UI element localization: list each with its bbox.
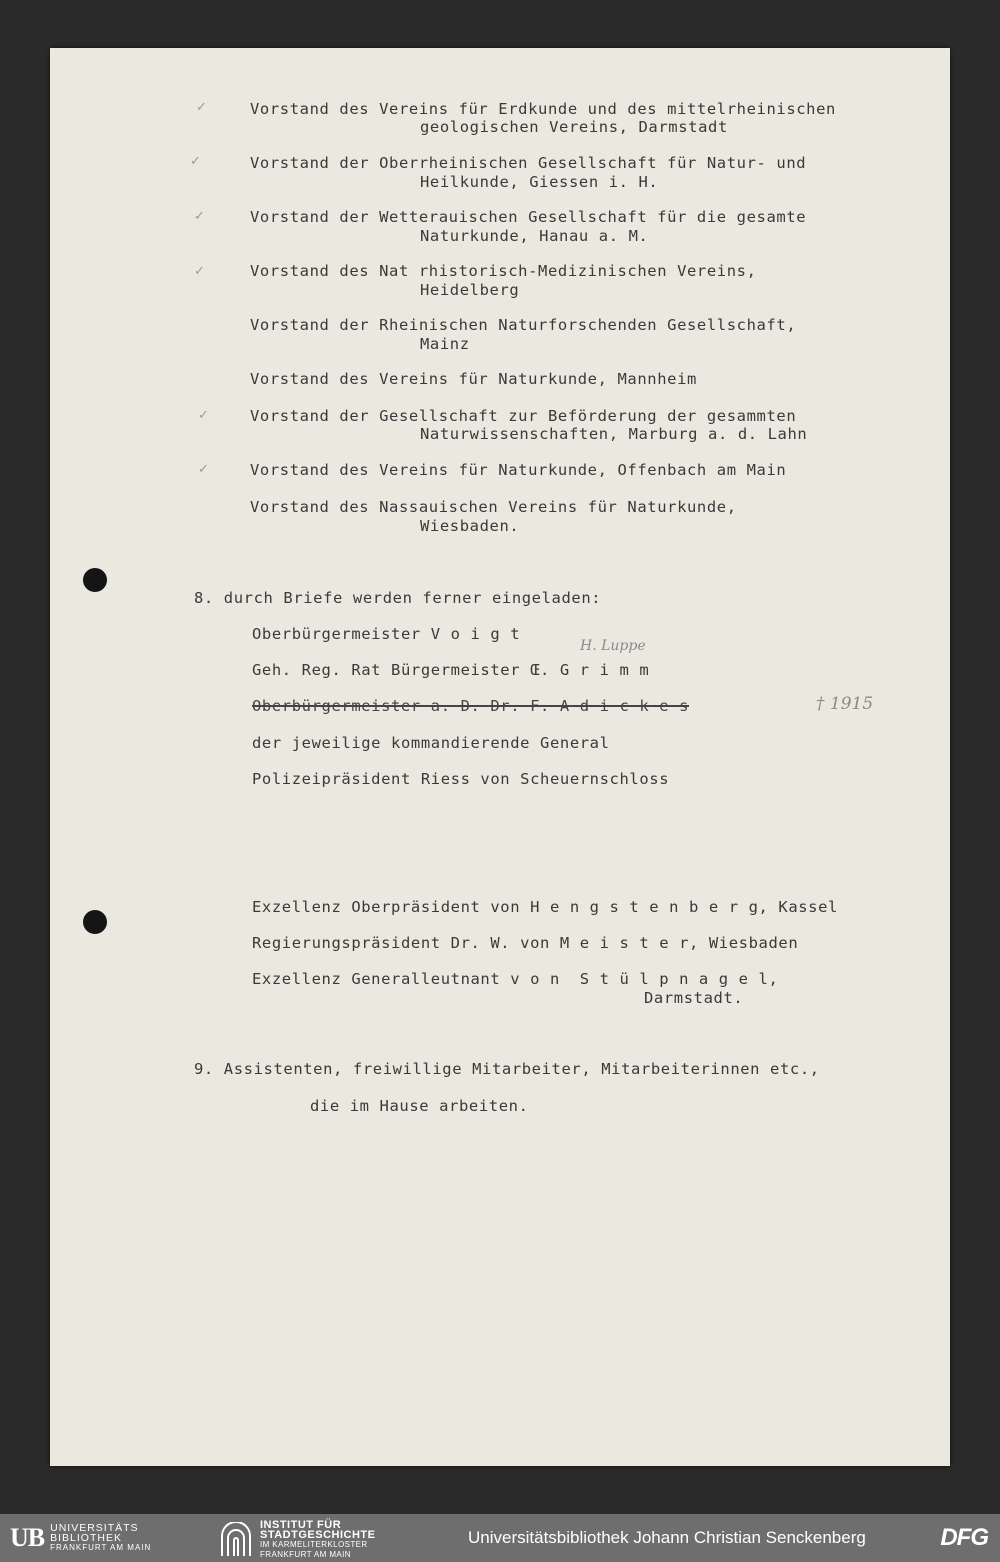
- ifs-line: IM KARMELITERKLOSTER: [260, 1540, 368, 1549]
- entry-line: Heilkunde, Giessen i. H.: [420, 173, 659, 191]
- footer-bar: [0, 1514, 1000, 1562]
- checkmark-icon: ✓: [194, 209, 205, 224]
- punch-hole-top: [83, 568, 107, 592]
- invitee-line: Exzellenz Generalleutnant v o n S t ü l p n a g e l,: [252, 970, 779, 988]
- entry-line: Wiesbaden.: [420, 517, 520, 535]
- invitee-line-struck: Oberbürgermeister a. D. Dr. F. A d i c k e s: [252, 697, 689, 715]
- handwritten-annotation: † 1915: [816, 694, 874, 714]
- entry-line: Naturwissenschaften, Marburg a. d. Lahn: [420, 425, 808, 443]
- ub-mark: UB: [10, 1523, 45, 1552]
- checkmark-icon: ✓: [196, 100, 207, 115]
- ub-line: FRANKFURT AM MAIN: [50, 1543, 152, 1552]
- ifs-logo-text: [260, 1520, 375, 1560]
- document-page: [50, 48, 950, 1466]
- entry-line: Vorstand des Nassauischen Vereins für Naturkunde,: [250, 498, 737, 516]
- entry-line: Naturkunde, Hanau a. M.: [420, 227, 649, 245]
- checkmark-icon: ✓: [190, 154, 201, 169]
- checkmark-icon: ✓: [194, 264, 205, 279]
- arch-icon: [218, 1522, 254, 1558]
- checkmark-icon: ✓: [198, 462, 209, 477]
- entry-line: Vorstand des Nat rhistorisch-Medizinischen Vereins,: [250, 262, 757, 280]
- checkmark-icon: ✓: [198, 408, 209, 423]
- invitee-line: Polizeipräsident Riess von Scheuernschloss: [252, 770, 670, 788]
- library-title: Universitätsbibliothek Johann Christian Senckenberg: [468, 1528, 866, 1547]
- section-heading: 9. Assistenten, freiwillige Mitarbeiter, Mitarbeiterinnen etc.,: [194, 1060, 820, 1078]
- punch-hole-bottom: [83, 910, 107, 934]
- entry-line: Vorstand des Vereins für Naturkunde, Mannheim: [250, 370, 697, 388]
- entry-line: Vorstand des Vereins für Naturkunde, Offenbach am Main: [250, 461, 787, 479]
- entry-line: Vorstand der Rheinischen Naturforschenden Gesellschaft,: [250, 316, 797, 334]
- entry-line: Vorstand des Vereins für Erdkunde und des mittelrheinischen: [250, 100, 836, 118]
- entry-line: Heidelberg: [420, 281, 520, 299]
- entry-line: geologischen Vereins, Darmstadt: [420, 118, 728, 136]
- ub-logo: [10, 1523, 151, 1553]
- ifs-line: INSTITUT FÜR: [260, 1519, 342, 1531]
- invitee-line: Oberbürgermeister V o i g t: [252, 625, 521, 643]
- ifs-line: FRANKFURT AM MAIN: [260, 1550, 351, 1559]
- invitee-line: Geh. Reg. Rat Bürgermeister Œ. G r i m m: [252, 661, 650, 679]
- entry-line: Mainz: [420, 335, 470, 353]
- entry-line: Vorstand der Gesellschaft zur Beförderung der gesammten: [250, 407, 797, 425]
- section-line: die im Hause arbeiten.: [310, 1097, 529, 1115]
- dfg-logo: DFG: [940, 1524, 988, 1551]
- ifs-logo: [218, 1520, 375, 1560]
- ub-line: BIBLIOTHEK: [50, 1532, 122, 1544]
- ub-logo-text: [50, 1523, 151, 1553]
- invitee-line: Regierungspräsident Dr. W. von M e i s t e r, Wiesbaden: [252, 934, 799, 952]
- section-heading: 8. durch Briefe werden ferner eingeladen:: [194, 589, 602, 607]
- ub-line: UNIVERSITÄTS: [50, 1522, 139, 1534]
- invitee-line: Exzellenz Oberpräsident von H e n g s t e n b e r g, Kassel: [252, 898, 838, 916]
- invitee-line: Darmstadt.: [644, 989, 744, 1007]
- ifs-line: STADTGESCHICHTE: [260, 1529, 376, 1541]
- entry-line: Vorstand der Wetterauischen Gesellschaft für die gesamte: [250, 208, 807, 226]
- handwritten-annotation: H. Luppe: [580, 638, 646, 654]
- entry-line: Vorstand der Oberrheinischen Gesellschaft für Natur- und: [250, 154, 807, 172]
- invitee-line: der jeweilige kommandierende General: [252, 734, 610, 752]
